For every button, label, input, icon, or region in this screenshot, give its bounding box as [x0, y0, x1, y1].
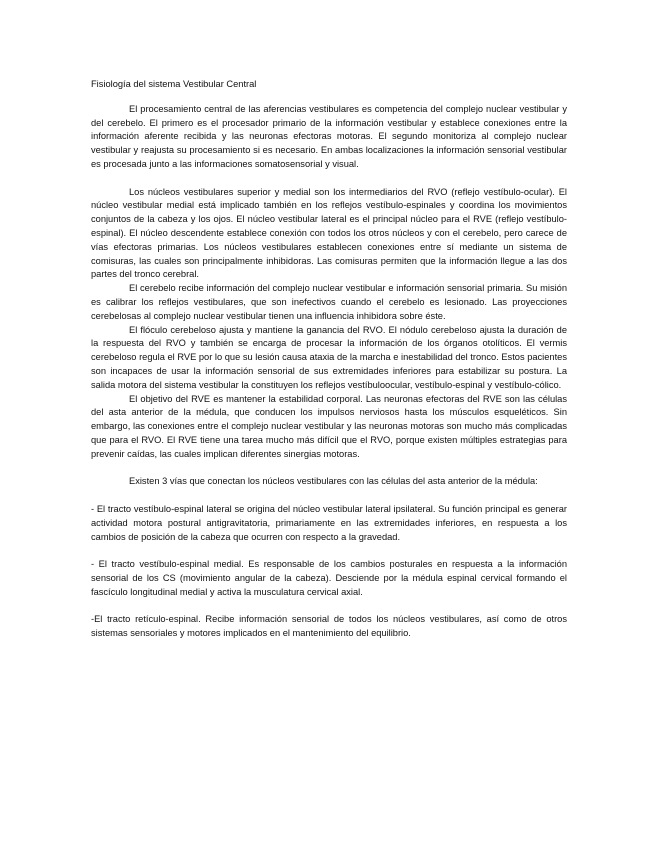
paragraph-vestibular-nuclei: Los núcleos vestibulares superior y medial son los intermediarios del RVO (reflejo vestíbulo-ocular). El núcleo vestibular medial está implicado también en los reflejos vestíbulo-espinales y coordina los movimientos conjuntos de la cabeza y los ojos. El núcleo vestibular lateral es el principal núcleo para el RVE (reflejo vestíbulo-espinal). El núcleo descendente establece conexión con todos los otros núcleos y con el cerebelo, pero carece de vías efectoras primarias. Los núcleos vestibulares establecen conexiones entre sí mediante un sistema de comisuras, las cuales son principalmente inhibidoras. Las comisuras permiten que la información llegue a las dos partes del tronco cerebral. [91, 186, 567, 280]
paragraph-cerebellum: El cerebelo recibe información del complejo nuclear vestibular e información sensorial primaria. Su misión es calibrar los reflejos vestibulares, que son inefectivos cuando el cerebelo es lesionado. Las proyecciones cerebelosas al complejo nuclear vestibular tienen una influencia inhibidora sobre éste. [91, 283, 567, 321]
document-page [91, 78, 567, 641]
list-item-lateral-tract: - El tracto vestíbulo-espinal lateral se origina del núcleo vestibular lateral ipsilateral. Su función principal es generar actividad motora postural antigravitatoria, primariamente en las extremidades inferiores, en respuesta a los cambios de posición de la cabeza que ocurren con respecto a la gravedad. [91, 503, 567, 542]
list-item-reticulospinal-tract: -El tracto retículo-espinal. Recibe información sensorial de todos los núcleos vestibulares, así como de otros sistemas sensoriales y motores implicados en el mantenimiento del equilibrio. [91, 614, 567, 639]
list-item-medial-tract: - El tracto vestíbulo-espinal medial. Es responsable de los cambios posturales en respuesta a la información sensorial de los CS (movimiento angular de la cabeza). Desciende por la médula espinal cervical formando el fascículo longitudinal medial y activa la musculatura cervical axial. [91, 559, 567, 597]
paragraph-central-processing: El procesamiento central de las aferencias vestibulares es competencia del complejo nuclear vestibular y del cerebelo. El primero es el procesador primario de la información vestibular y establece conexiones entre la información aferente recibida y las neuronas efectoras motoras. El segundo monitoriza al complejo nuclear vestibular y reajusta su procesamiento si es necesario. En ambas localizaciones la información sensorial vestibular es procesada junto a las informaciones somatosensorial y visual. [91, 103, 567, 169]
document-title: Fisiología del sistema Vestibular Central [91, 79, 257, 89]
paragraph-three-pathways: Existen 3 vías que conectan los núcleos vestibulares con las células del asta anterior de la médula: [129, 476, 538, 487]
paragraph-flocculus: El flóculo cerebeloso ajusta y mantiene la ganancia del RVO. El nódulo cerebeloso ajusta la duración de la respuesta del RVO y también se encarga de procesar la información de los órganos otolíticos. El vermis cerebeloso regula el RVE por lo que su lesión causa ataxia de la marcha e inestabilidad del tronco. Estos pacientes son incapaces de usar la información sensorial de sus extremidades inferiores para estabilizar su postura. La salida motora del sistema vestibular la constituyen los reflejos vestíbuloocular, vestíbulo-espinal y vestíbulo-cólico. [91, 324, 567, 390]
paragraph-rve-objective: El objetivo del RVE es mantener la estabilidad corporal. Las neuronas efectoras del RVE son las células del asta anterior de la médula, que conducen los impulsos nerviosos hasta los músculos esqueléticos. Sin embargo, las conexiones entre el complejo nuclear vestibular y las neuronas motoras son mucho más complicadas que para el RVO. El RVE tiene una tarea mucho más difícil que el RVO, porque existen múltiples estrategias para prevenir caídas, las cuales implican diferentes sinergias motoras. [91, 393, 567, 459]
